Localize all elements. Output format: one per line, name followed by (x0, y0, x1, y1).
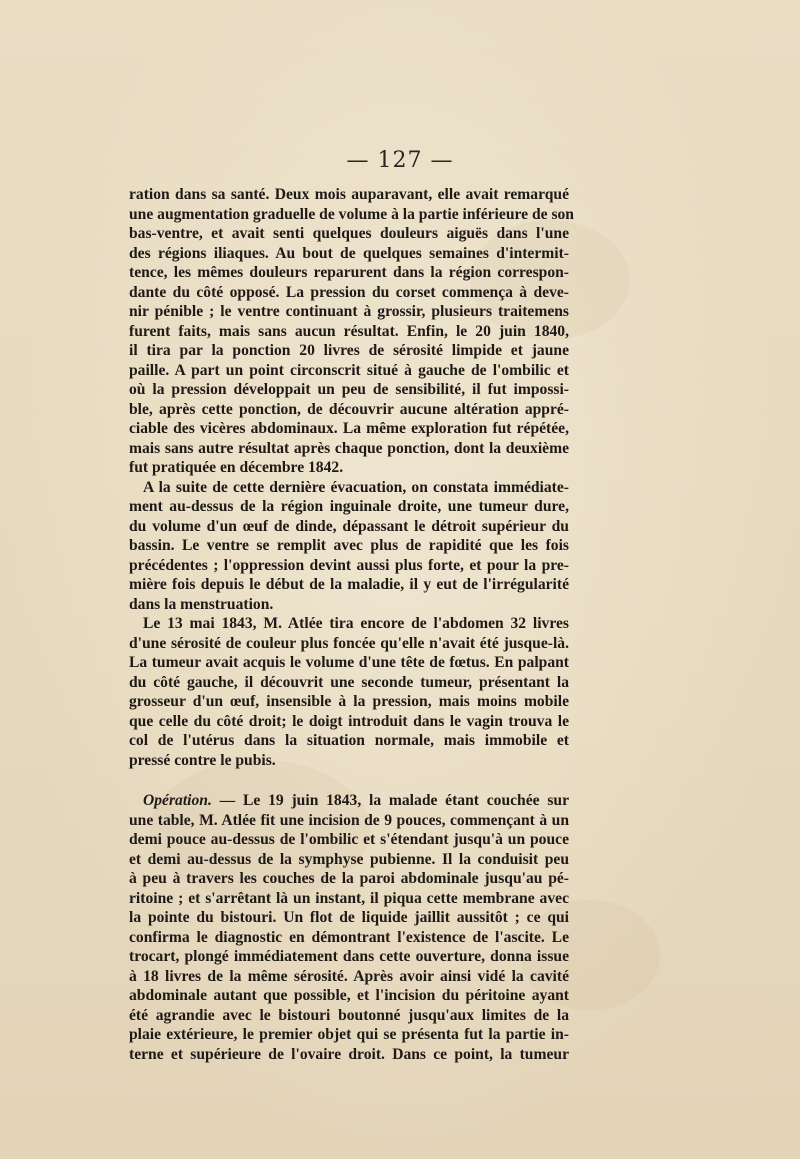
text-line: col de l'utérus dans la situation normale, mais immobile et (129, 732, 569, 749)
text-line: mais sans autre résultat après chaque ponction, dont la deuxième (129, 439, 569, 457)
text-line: ble, après cette ponction, de découvrir aucune altération appré- (129, 400, 569, 418)
text-line: nir pénible ; le ventre continuant à grossir, plusieurs traitemens (129, 303, 569, 320)
text-line: mière fois depuis le début de la maladie, il y eut de l'irrégularité (129, 576, 569, 593)
text-line: été agrandie avec le bistouri boutonné jusqu'aux limites de la (129, 1006, 569, 1024)
text-line: dante du côté opposé. La pression du corset commença à deve- (129, 283, 569, 301)
section-heading: Opération. (143, 792, 212, 809)
text-line: bas-ventre, et avait senti quelques douleurs aiguës dans l'une (129, 225, 569, 242)
text-line: la pointe du bistouri. Un flot de liquide jaillit aussitôt ; ce qui (129, 909, 569, 926)
text-line: plaie extérieure, le premier objet qui se présenta fut la partie in- (129, 1026, 569, 1043)
text-line: trocart, plongé immédiatement dans cette ouverture, donna issue (129, 948, 569, 965)
text-line: des régions iliaques. Au bout de quelques semaines d'intermit- (129, 244, 569, 262)
text-line: dans la menstruation. (129, 595, 274, 613)
text-line: furent faits, mais sans aucun résultat. Enfin, le 20 juin 1840, (129, 322, 569, 340)
text-line: fut pratiquée en décembre 1842. (129, 459, 344, 476)
text-line: Le 13 mai 1843, M. Atlée tira encore de l'abdomen 32 livres (143, 615, 569, 632)
text-line: ment au-dessus de la région inguinale droite, une tumeur dure, (129, 498, 569, 515)
text-line: ciable des vicères abdominaux. La même exploration fut répétée, (129, 420, 569, 437)
text-line: et demi au-dessus de la symphyse pubienne. Il la conduisit peu (129, 850, 569, 868)
paragraph-gap (129, 770, 569, 791)
text-line: d'une sérosité de couleur plus foncée qu'elle n'avait été jusque-là. (129, 634, 569, 652)
text-line: ration dans sa santé. Deux mois auparavant, elle avait remarqué (129, 186, 569, 203)
text-line: que celle du côté droit; le doigt introduit dans le vagin trouva le (129, 712, 569, 730)
text-line-content: — Le 19 juin 1843, la malade étant couchée sur (211, 792, 569, 809)
text-line: il tira par la ponction 20 livres de sérosité limpide et jaune (129, 342, 569, 359)
text-line: pressé contre le pubis. (129, 751, 276, 769)
text-line: demi pouce au-dessus de l'ombilic et s'étendant jusqu'à un pouce (129, 831, 569, 848)
text-line: grosseur d'un œuf, insensible à la pression, mais moins mobile (129, 693, 569, 710)
text-line: terne et supérieure de l'ovaire droit. Dans ce point, la tumeur (129, 1045, 569, 1063)
text-line: à 18 livres de la même sérosité. Après avoir ainsi vidé la cavité (129, 967, 569, 985)
text-line: La tumeur avait acquis le volume d'une tête de fœtus. En palpant (129, 654, 569, 671)
text-line: ritoine ; et s'arrêtant là un instant, il piqua cette membrane avec (129, 889, 569, 907)
text-line: confirma le diagnostic en démontrant l'existence de l'ascite. Le (129, 928, 569, 946)
text-line: A la suite de cette dernière évacuation, on constata immédiate- (143, 478, 569, 496)
text-line: à peu à travers les couches de la paroi abdominale jusqu'au pé- (129, 870, 569, 887)
text-line (129, 791, 569, 811)
text-line: bassin. Le ventre se remplit avec plus de rapidité que les fois (129, 537, 569, 554)
text-line: du côté gauche, il découvrit une seconde tumeur, présentant la (129, 673, 569, 691)
text-line: abdominale autant que possible, et l'incision du péritoine ayant (129, 987, 569, 1004)
text-line: où la pression développait un peu de sensibilité, il fut impossi- (129, 381, 569, 398)
paragraph (129, 185, 574, 1064)
text-line: du volume d'un œuf de dinde, dépassant le détroit supérieur du (129, 517, 569, 535)
text-line: tence, les mêmes douleurs reparurent dans la région correspon- (129, 264, 569, 281)
text-line: une table, M. Atlée fit une incision de 9 pouces, commençant à un (129, 811, 569, 829)
text-line: une augmentation graduelle de volume à la partie inférieure de son (129, 205, 574, 223)
text-line: paille. A part un point circonscrit situé à gauche de l'ombilic et (129, 361, 569, 379)
page-number: — 127 — (346, 148, 454, 173)
text-line: précédentes ; l'oppression devint aussi plus forte, et pour la pre- (129, 556, 569, 574)
